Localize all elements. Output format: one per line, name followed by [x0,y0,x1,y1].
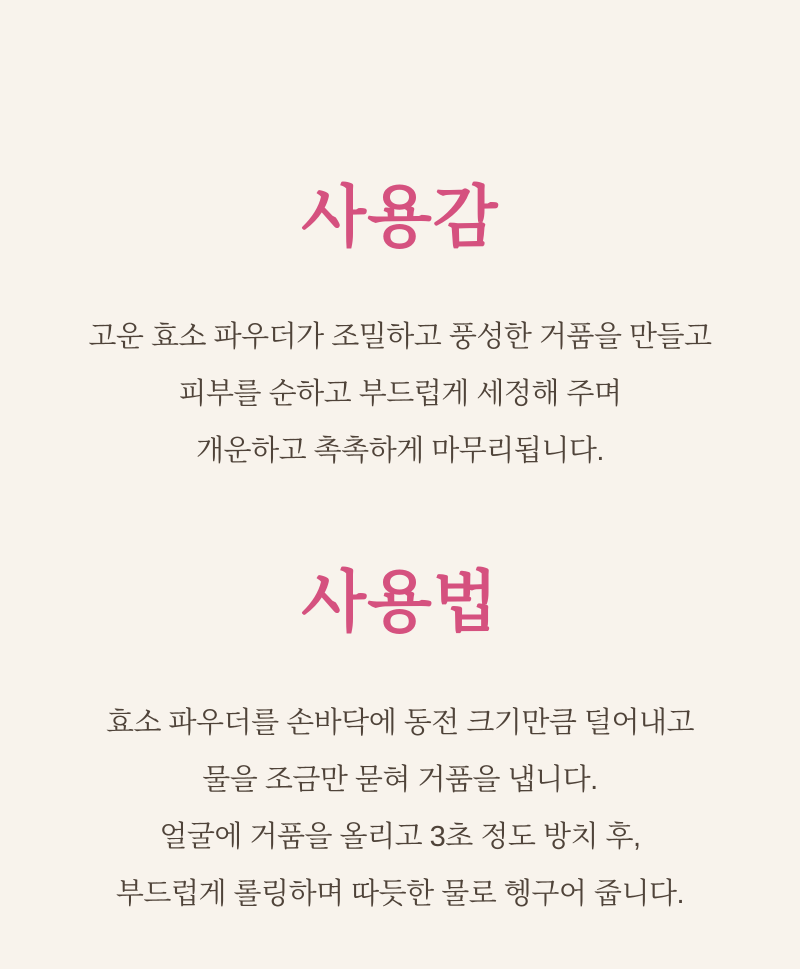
how-to-use-line: 효소 파우더를 손바닥에 동전 크기만큼 덜어내고 [105,706,695,739]
section-usage-feel [0,180,800,480]
usage-feel-line: 개운하고 촉촉하게 마무리됩니다. [196,435,604,468]
usage-feel-line: 피부를 순하고 부드럽게 세정해 주며 [178,378,622,411]
how-to-use-line: 얼굴에 거품을 올리고 3초 정도 방치 후, [159,820,641,853]
how-to-use-body [106,695,694,923]
usage-feel-body [88,309,711,480]
how-to-use-line: 물을 조금만 묻혀 거품을 냅니다. [202,763,598,796]
how-to-use-line: 부드럽게 롤링하며 따듯한 물로 헹구어 줍니다. [115,877,685,910]
usage-feel-title: 사용감 [301,180,499,255]
how-to-use-title: 사용법 [301,565,499,641]
section-how-to-use [0,565,800,922]
usage-feel-line: 고운 효소 파우더가 조밀하고 풍성한 거품을 만들고 [88,321,712,354]
